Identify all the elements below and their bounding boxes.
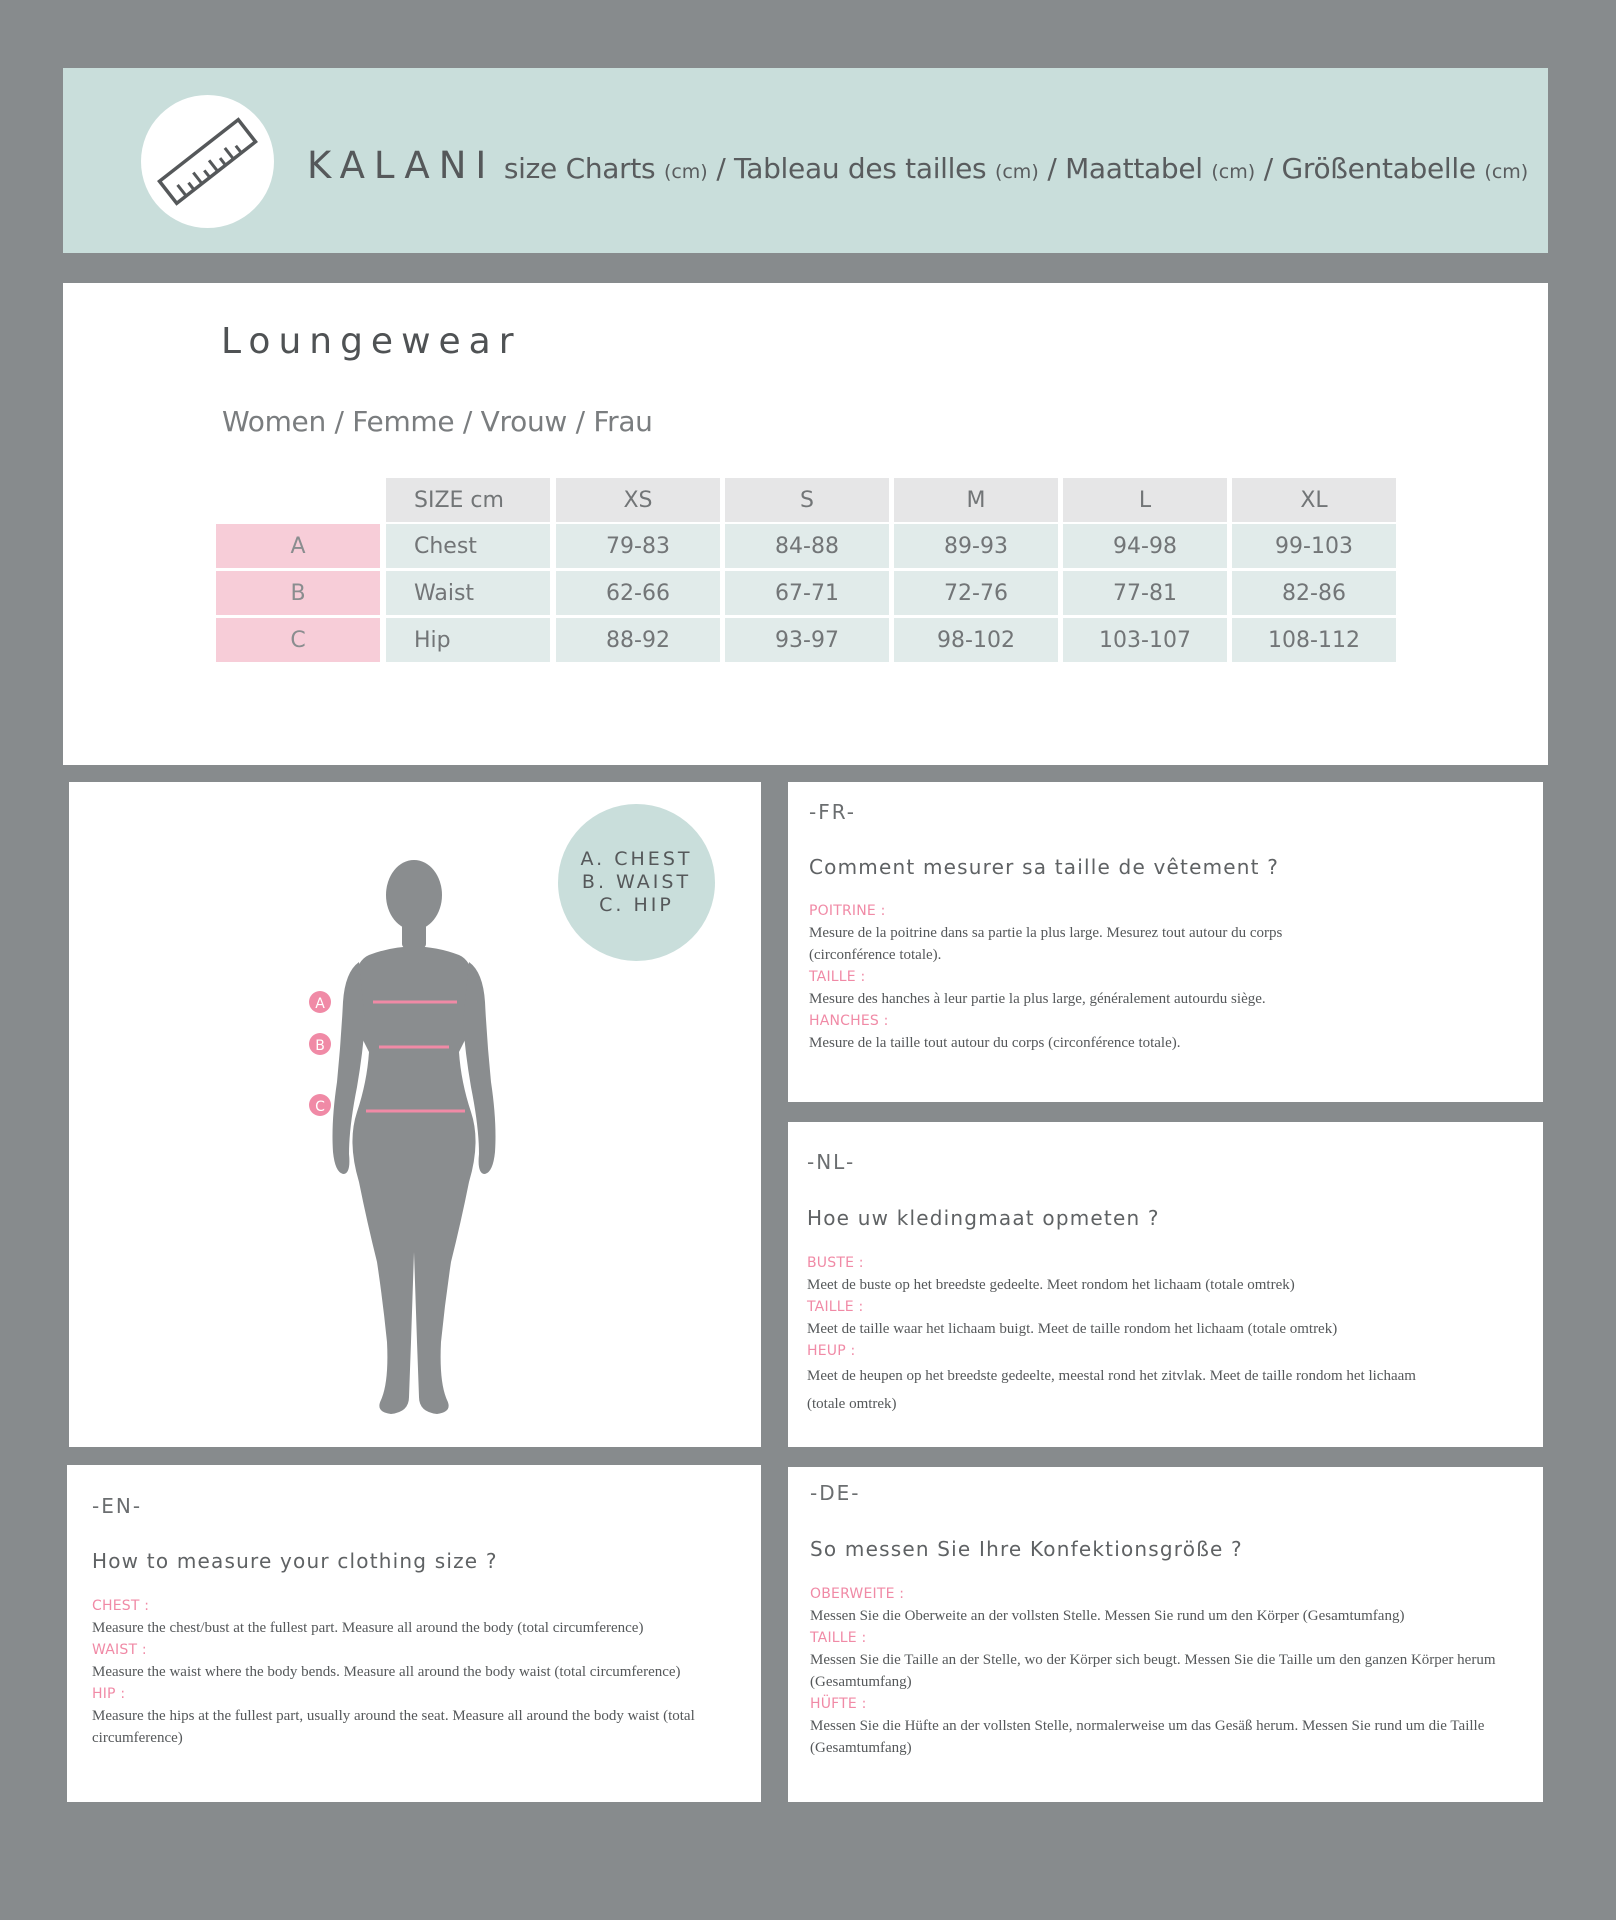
item-key: TAILLE :	[807, 1299, 864, 1315]
measurement-markers	[309, 991, 331, 1116]
table-cell: 99-103	[1232, 524, 1396, 568]
item-key: HIP :	[92, 1686, 126, 1702]
table-cell: 77-81	[1063, 571, 1227, 615]
size-column-header: S	[725, 478, 889, 522]
legend-item: C. HIP	[599, 894, 674, 916]
header-segment: / Größentabelle	[1255, 152, 1485, 185]
header-segment: / Tableau des tailles	[707, 152, 995, 185]
ruler-badge	[141, 95, 274, 228]
header-unit: (cm)	[1484, 161, 1529, 183]
header-segment: / Maattabel	[1038, 152, 1212, 185]
size-column-header: M	[894, 478, 1058, 522]
body-silhouette-illustration	[69, 782, 761, 1447]
panel-items	[810, 1583, 1535, 1759]
item-text: Measure the waist where the body bends. Measure all around the body waist (total circumference)	[92, 1664, 681, 1680]
panel-items	[92, 1595, 742, 1749]
panel-lang-label: -EN-	[92, 1494, 143, 1518]
header-banner	[63, 68, 1548, 253]
marker-b: B	[315, 1038, 325, 1054]
panel-fr	[788, 782, 1543, 1102]
body-silhouette	[333, 860, 496, 1414]
header-unit: (cm)	[663, 161, 708, 183]
item-text: Meet de buste op het breedste gedeelte. Meet rondom het lichaam (totale omtrek)	[807, 1277, 1295, 1293]
size-column-header: L	[1063, 478, 1227, 522]
item-key: HEUP :	[807, 1343, 856, 1359]
item-text: Mesure de la taille tout autour du corps (circonférence totale).	[809, 1035, 1181, 1051]
size-header-cell: SIZE cm	[386, 478, 550, 522]
item-text: Measure the hips at the fullest part, usually around the seat. Measure all around the body waist (total circumference)	[92, 1708, 695, 1746]
panel-nl	[788, 1122, 1543, 1447]
header-segment: size Charts	[495, 152, 664, 185]
panel-title: Hoe uw kledingmaat opmeten ?	[807, 1206, 1160, 1230]
legend-item: A. CHEST	[580, 848, 693, 870]
table-cell: 84-88	[725, 524, 889, 568]
item-text: Mesure des hanches à leur partie la plus large, généralement autourdu siège.	[809, 991, 1266, 1007]
table-cell: 94-98	[1063, 524, 1227, 568]
item-key: WAIST :	[92, 1642, 147, 1658]
item-key: TAILLE :	[810, 1630, 867, 1646]
item-text: Messen Sie die Oberweite an der vollsten Stelle. Messen Sie rund um den Körper (Gesamtumfang)	[810, 1608, 1405, 1624]
row-label: Chest	[386, 524, 550, 568]
panel-lang-label: -NL-	[807, 1150, 856, 1174]
panel-title: So messen Sie Ihre Konfektionsgröße ?	[810, 1537, 1243, 1561]
panel-lang-label: -FR-	[809, 800, 857, 824]
panel-items	[807, 1252, 1427, 1418]
brand-name: KALANI	[307, 144, 496, 187]
section-title: Loungewear	[221, 321, 522, 362]
table-cell: 89-93	[894, 524, 1058, 568]
panel-title: How to measure your clothing size ?	[92, 1549, 498, 1573]
table-cell: 62-66	[556, 571, 720, 615]
table-cell: 93-97	[725, 618, 889, 662]
size-column-header: XL	[1232, 478, 1396, 522]
marker-c: C	[315, 1099, 325, 1115]
table-cell: 72-76	[894, 571, 1058, 615]
item-key: HÜFTE :	[810, 1696, 867, 1712]
panel-items	[809, 900, 1349, 1054]
item-key: BUSTE :	[807, 1255, 864, 1271]
item-key: OBERWEITE :	[810, 1586, 905, 1602]
row-letter: A	[216, 524, 380, 568]
header-unit: (cm)	[994, 161, 1039, 183]
header-unit: (cm)	[1211, 161, 1256, 183]
item-key: POITRINE :	[809, 903, 886, 919]
section-subtitle: Women / Femme / Vrouw / Frau	[222, 405, 653, 438]
body-figure-panel	[69, 782, 761, 1447]
table-cell: 98-102	[894, 618, 1058, 662]
size-chart-panel	[63, 283, 1548, 765]
item-text: Mesure de la poitrine dans sa partie la plus large. Mesurez tout autour du corps (circonférence totale).	[809, 925, 1283, 963]
panel-title: Comment mesurer sa taille de vêtement ?	[809, 855, 1280, 879]
header-title	[307, 144, 1529, 187]
row-label: Waist	[386, 571, 550, 615]
row-letter: C	[216, 618, 380, 662]
row-letter: B	[216, 571, 380, 615]
size-column-header: XS	[556, 478, 720, 522]
legend-item: B. WAIST	[581, 871, 692, 893]
panel-lang-label: -DE-	[810, 1481, 861, 1505]
item-text: Meet de heupen op het breedste gedeelte, meestal rond het zitvlak. Meet de taille rondom het lichaam (totale omtrek)	[807, 1368, 1416, 1412]
panel-de	[788, 1467, 1543, 1802]
table-cell: 103-107	[1063, 618, 1227, 662]
item-key: CHEST :	[92, 1598, 150, 1614]
marker-a: A	[315, 996, 325, 1012]
item-text: Messen Sie die Taille an der Stelle, wo der Körper sich beugt. Messen Sie die Taille um den ganzen Körper herum (Gesamtumfang)	[810, 1652, 1496, 1690]
row-label: Hip	[386, 618, 550, 662]
table-cell: 79-83	[556, 524, 720, 568]
item-text: Measure the chest/bust at the fullest part. Measure all around the body (total circumference)	[92, 1620, 644, 1636]
table-cell: 88-92	[556, 618, 720, 662]
item-text: Meet de taille waar het lichaam buigt. Meet de taille rondom het lichaam (totale omtrek)	[807, 1321, 1338, 1337]
item-key: HANCHES :	[809, 1013, 889, 1029]
item-key: TAILLE :	[809, 969, 866, 985]
ruler-icon	[141, 95, 274, 228]
table-cell: 108-112	[1232, 618, 1396, 662]
panel-en	[67, 1465, 761, 1802]
table-cell: 67-71	[725, 571, 889, 615]
item-text: Messen Sie die Hüfte an der vollsten Stelle, normalerweise um das Gesäß herum. Messen Sie rund um die Taille (Gesamtumfang)	[810, 1718, 1485, 1756]
table-cell: 82-86	[1232, 571, 1396, 615]
